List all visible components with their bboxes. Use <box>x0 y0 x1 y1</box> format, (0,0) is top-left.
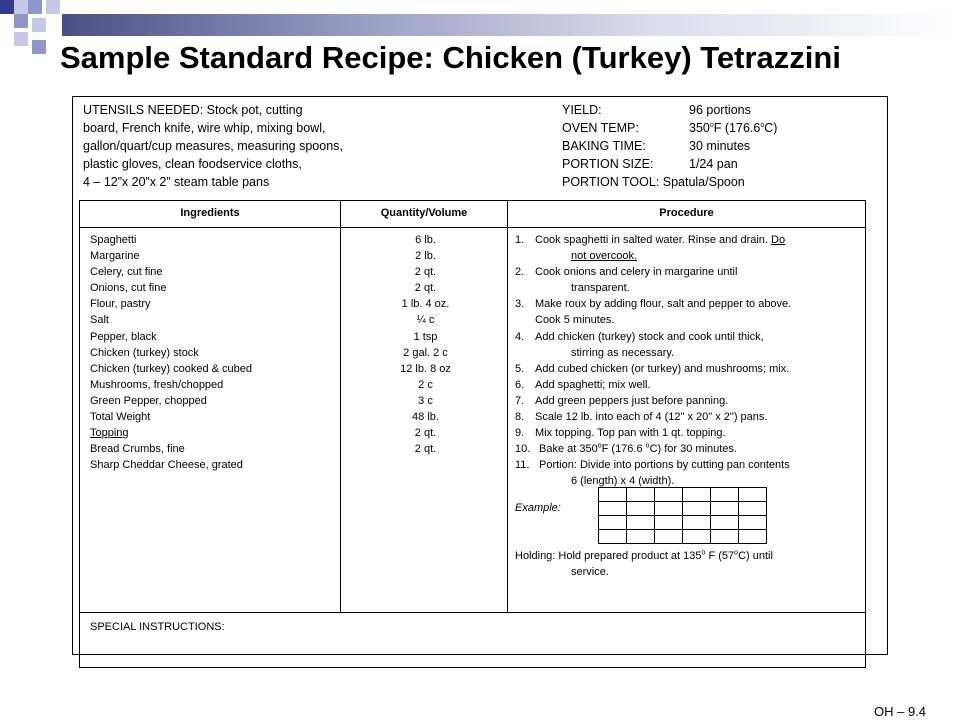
grid-cell <box>627 530 655 544</box>
corner-square-light <box>46 0 60 14</box>
ingredient-item: Flour, pastry <box>90 298 151 311</box>
utensils-line: board, French knife, wire whip, mixing bowl, <box>83 121 326 135</box>
ingredient-item: Sharp Cheddar Cheese, grated <box>90 459 243 472</box>
column-divider <box>507 200 508 613</box>
quantity-item: 2 qt. <box>414 266 437 279</box>
procedure-step: 2. Cook onions and celery in margarine until <box>515 266 738 279</box>
quantity-item: 3 c <box>418 394 433 407</box>
utensils-line: 4 – 12”x 20”x 2” steam table pans <box>83 175 270 189</box>
grid-cell <box>711 488 739 502</box>
ingredient-item: Chicken (turkey) stock <box>90 346 199 359</box>
header-quantity: Quantity/Volume <box>380 207 468 219</box>
utensils-line: gallon/quart/cup measures, measuring spoons, <box>83 139 343 153</box>
page-number: OH – 9.4 <box>874 704 927 719</box>
grid-cell <box>599 530 627 544</box>
grid-cell <box>739 488 767 502</box>
portion-size-value: 1/24 pan <box>689 157 738 171</box>
procedure-step: 8. Scale 12 lb. into each of 4 (12" x 20" x 2") pans. <box>515 411 768 424</box>
procedure-list <box>515 232 860 490</box>
grid-cell <box>627 516 655 530</box>
table-header-divider <box>79 227 866 228</box>
quantity-item: 6 lb. <box>415 234 436 246</box>
ingredient-item: Bread Crumbs, fine <box>90 443 185 456</box>
grid-cell <box>599 488 627 502</box>
quantity-item: 2 qt. <box>414 282 437 295</box>
grid-cell <box>683 488 711 502</box>
portion-size-label: PORTION SIZE: <box>562 157 654 171</box>
ingredient-item: Green Pepper, chopped <box>90 394 207 407</box>
title-gradient-bar <box>62 14 957 36</box>
yield-label: YIELD: <box>562 103 602 117</box>
procedure-step-continuation: transparent. <box>571 282 630 295</box>
procedure-step-continuation: 6 (length) x 4 (width). <box>571 475 675 488</box>
topping-heading: Topping <box>90 427 129 440</box>
table-special-divider <box>79 612 866 613</box>
grid-cell <box>683 516 711 530</box>
ingredient-item: Spaghetti <box>90 234 137 246</box>
ingredient-item: Margarine <box>90 250 140 263</box>
corner-square-light <box>14 32 28 46</box>
grid-cell <box>627 502 655 516</box>
grid-cell <box>599 502 627 516</box>
baking-time-label: BAKING TIME: <box>562 139 646 153</box>
procedure-step-continuation: Cook 5 minutes. <box>535 314 615 327</box>
header-procedure: Procedure <box>659 207 714 219</box>
ingredients-list <box>90 232 252 473</box>
quantity-item: 48 lb. <box>412 411 439 424</box>
grid-cell <box>655 516 683 530</box>
ingredient-item: Mushrooms, fresh/chopped <box>90 378 224 391</box>
recipe-info-block <box>562 101 882 191</box>
grid-cell <box>739 516 767 530</box>
procedure-step: 5. Add cubed chicken (or turkey) and mushrooms; mix. <box>515 362 790 375</box>
grid-cell <box>655 530 683 544</box>
corner-square-mid <box>28 0 42 14</box>
grid-row <box>599 502 767 516</box>
corner-square-dark <box>0 0 14 14</box>
quantity-item: 2 gal. 2 c <box>403 346 448 359</box>
quantity-item: 2 qt. <box>414 443 437 456</box>
utensils-line: UTENSILS NEEDED: Stock pot, cutting <box>83 103 303 117</box>
procedure-step: 10. Bake at 350$^o$F (176.6 $^o$C) for 30 minutes. <box>515 442 737 456</box>
grid-cell <box>683 502 711 516</box>
grid-row <box>599 488 767 502</box>
grid-row <box>599 516 767 530</box>
special-instructions-label: SPECIAL INSTRUCTIONS: <box>90 621 225 633</box>
procedure-step: 4. Add chicken (turkey) stock and cook until thick, <box>515 330 764 343</box>
ingredient-item: Celery, cut fine <box>90 266 163 279</box>
procedure-step: 11. Portion: Divide into portions by cutting pan contents <box>515 459 790 472</box>
oven-temp-label: OVEN TEMP: <box>562 121 639 135</box>
procedure-step-continuation: stirring as necessary. <box>571 346 675 359</box>
ingredient-item: Salt <box>90 314 109 327</box>
quantity-item: 1 tsp <box>413 330 438 343</box>
quantity-item: ¼ c <box>416 314 435 327</box>
grid-cell <box>739 530 767 544</box>
grid-cell <box>627 488 655 502</box>
ingredient-item: Total Weight <box>90 411 151 424</box>
corner-square-mid <box>32 40 46 54</box>
column-divider <box>340 200 341 613</box>
grid-cell <box>655 488 683 502</box>
grid-row <box>599 530 767 544</box>
grid-cell <box>655 502 683 516</box>
ingredient-item: Chicken (turkey) cooked & cubed <box>90 362 253 375</box>
example-label: Example: <box>515 502 561 514</box>
yield-value: 96 portions <box>689 103 751 117</box>
quantities-list <box>344 232 507 457</box>
corner-square-mid <box>14 14 28 28</box>
portion-tool-label: PORTION TOOL: <box>562 175 660 189</box>
corner-square-light <box>32 18 46 32</box>
pan-cutting-grid <box>598 487 767 544</box>
procedure-step-continuation: not overcook. <box>571 250 638 263</box>
grid-cell <box>711 530 739 544</box>
oven-temp-value: 350$^o$F (176.6$^o$C) <box>689 121 778 135</box>
grid-cell <box>599 516 627 530</box>
grid-cell <box>683 530 711 544</box>
ingredient-item: Pepper, black <box>90 330 157 343</box>
quantity-item: 2 c <box>418 378 433 391</box>
procedure-step: 7. Add green peppers just before panning. <box>515 394 729 407</box>
procedure-step: 3. Make roux by adding flour, salt and pepper to above. <box>515 298 792 311</box>
corner-square-light <box>14 0 28 14</box>
holding-instructions: Holding: Hold prepared product at 135$^o$ F (57$^o$C) until service. <box>515 549 773 579</box>
portion-tool-value: Spatula/Spoon <box>662 175 745 189</box>
procedure-step: 9. Mix topping. Top pan with 1 qt. topping. <box>515 427 726 440</box>
grid-cell <box>711 502 739 516</box>
page-title: Sample Standard Recipe: Chicken (Turkey) Tetrazzini <box>60 40 841 75</box>
header-ingredients: Ingredients <box>180 207 240 219</box>
utensils-line: plastic gloves, clean foodservice cloths, <box>83 157 302 171</box>
ingredient-item: Onions, cut fine <box>90 282 167 295</box>
quantity-item: 12 lb. 8 oz <box>400 362 451 375</box>
utensils-block <box>83 101 403 191</box>
baking-time-value: 30 minutes <box>689 139 751 153</box>
quantity-item: 2 lb. <box>415 250 436 263</box>
grid-cell <box>739 502 767 516</box>
grid-cell <box>711 516 739 530</box>
procedure-step: 1. Cook spaghetti in salted water. Rinse and drain. Do <box>515 234 786 246</box>
procedure-step: 6. Add spaghetti; mix well. <box>515 378 651 391</box>
quantity-item: 1 lb. 4 oz. <box>401 298 450 311</box>
quantity-item: 2 qt. <box>414 427 437 440</box>
